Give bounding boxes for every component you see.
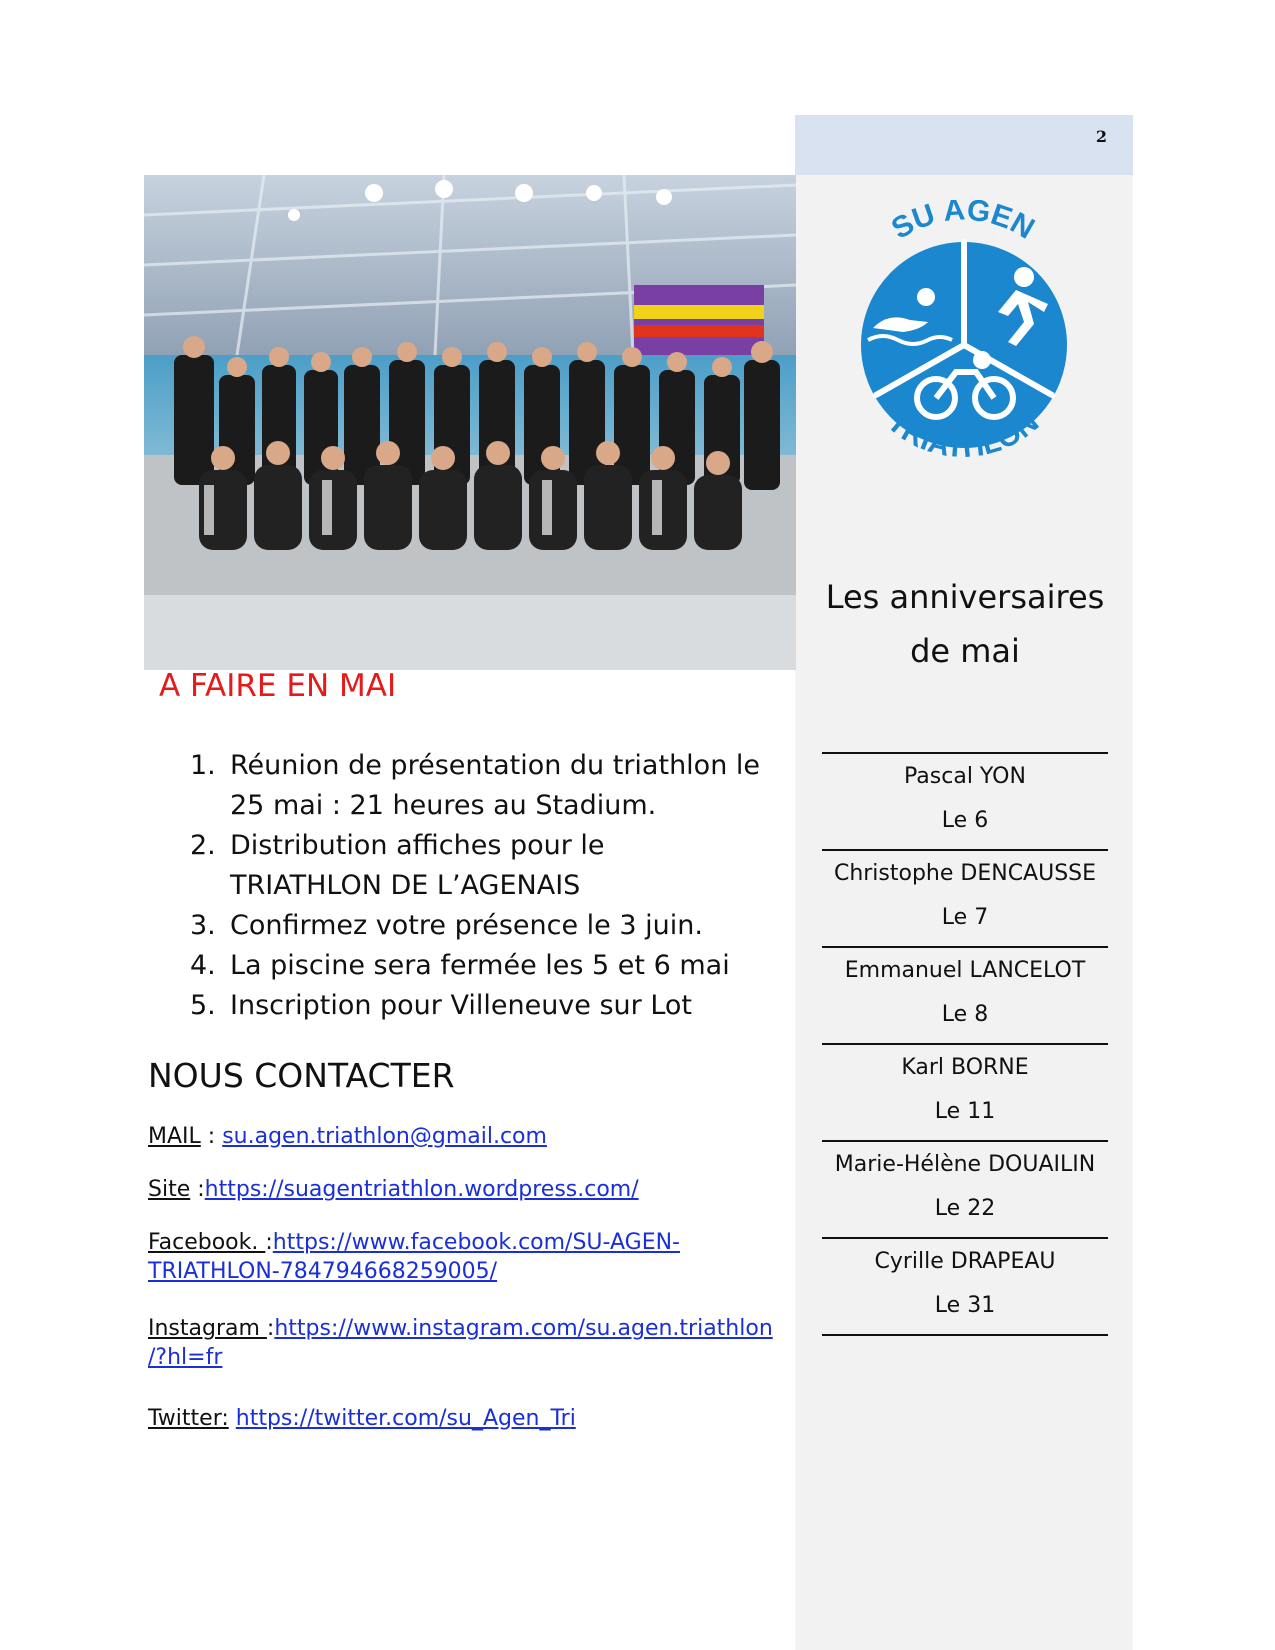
todo-item-text: Inscription pour Villeneuve sur Lot xyxy=(230,990,693,1021)
mail-label: MAIL xyxy=(148,1124,201,1149)
todo-list xyxy=(190,746,790,1026)
twitter-separator xyxy=(229,1406,236,1431)
birthday-entry xyxy=(822,1043,1108,1140)
birthday-list-end-rule xyxy=(822,1334,1108,1336)
site-link[interactable]: https://suagentriathlon.wordpress.com/ xyxy=(204,1177,639,1202)
twitter-label: Twitter: xyxy=(148,1406,229,1431)
todo-item-text: La piscine sera fermée les 5 et 6 mai xyxy=(230,950,730,981)
birthday-name: Christophe DENCAUSSE xyxy=(833,861,1097,886)
birthday-name: Cyrille DRAPEAU xyxy=(874,1249,1056,1274)
todo-item xyxy=(190,746,790,826)
su-agen-triathlon-logo xyxy=(848,200,1080,490)
contact-mail xyxy=(148,1122,778,1151)
birthday-date: Le 11 xyxy=(934,1099,996,1124)
birthday-name: Pascal YON xyxy=(904,764,1026,789)
page-number: 2 xyxy=(1095,127,1107,146)
instagram-label: Instagram xyxy=(148,1316,267,1341)
mail-separator: : xyxy=(200,1124,223,1149)
birthday-entry xyxy=(822,1237,1108,1334)
birthday-date: Le 22 xyxy=(934,1196,996,1221)
facebook-separator: : xyxy=(265,1230,273,1255)
birthdays-title-line1: Les anniversaires xyxy=(825,578,1105,616)
site-label: Site xyxy=(148,1177,191,1202)
todo-title: A FAIRE EN MAI xyxy=(159,668,397,704)
todo-item-number: 1. xyxy=(190,750,216,781)
todo-item xyxy=(190,826,790,906)
contact-twitter xyxy=(148,1404,778,1433)
contact-title: NOUS CONTACTER xyxy=(148,1056,455,1095)
todo-item-text: TRIATHLON DE L’AGENAIS xyxy=(230,870,581,901)
birthdays-title-line2: de mai xyxy=(910,632,1020,670)
contact-site xyxy=(148,1175,778,1204)
site-separator: : xyxy=(190,1177,205,1202)
todo-item-text: Confirmez votre présence le 3 juin. xyxy=(230,910,703,941)
contact-facebook xyxy=(148,1228,778,1286)
birthday-name: Karl BORNE xyxy=(901,1055,1029,1080)
birthday-entry xyxy=(822,946,1108,1043)
birthday-entry xyxy=(822,752,1108,849)
todo-item-text: Réunion de présentation du triathlon le xyxy=(230,750,761,781)
todo-item-number: 2. xyxy=(190,830,216,861)
logo-bottom-text: TRIATHLON xyxy=(880,405,1046,465)
facebook-label: Facebook. xyxy=(148,1230,266,1255)
logo-top-text: SU AGEN xyxy=(886,200,1040,246)
twitter-link[interactable]: https://twitter.com/su_Agen_Tri xyxy=(235,1406,576,1431)
team-photo xyxy=(144,175,796,670)
team-photo-image xyxy=(144,175,796,670)
facebook-link[interactable]: https://www.facebook.com/SU-AGEN- xyxy=(272,1230,680,1255)
birthday-date: Le 31 xyxy=(934,1293,996,1318)
todo-item-text: Distribution affiches pour le xyxy=(230,830,605,861)
birthday-name: Emmanuel LANCELOT xyxy=(844,958,1086,983)
mail-link[interactable]: su.agen.triathlon@gmail.com xyxy=(222,1124,547,1149)
instagram-link-continued[interactable]: /?hl=fr xyxy=(148,1345,223,1370)
todo-item-number: 5. xyxy=(190,990,216,1021)
birthday-list xyxy=(822,752,1108,1336)
birthday-date: Le 7 xyxy=(941,905,989,930)
birthday-entry xyxy=(822,1140,1108,1237)
todo-item xyxy=(190,986,790,1026)
todo-item-number: 3. xyxy=(190,910,216,941)
todo-item-number: 4. xyxy=(190,950,216,981)
instagram-separator: : xyxy=(266,1316,275,1341)
contact-instagram xyxy=(148,1314,778,1372)
birthdays-title xyxy=(800,570,1130,678)
birthday-entry xyxy=(822,849,1108,946)
todo-item xyxy=(190,906,790,946)
instagram-link[interactable]: https://www.instagram.com/su.agen.triathlon xyxy=(274,1316,773,1341)
todo-item-text: 25 mai : 21 heures au Stadium. xyxy=(230,790,657,821)
page-header-band xyxy=(795,115,1133,175)
birthday-name: Marie-Hélène DOUAILIN xyxy=(834,1152,1096,1177)
todo-item xyxy=(190,946,790,986)
club-logo xyxy=(848,200,1080,490)
birthday-date: Le 8 xyxy=(941,1002,989,1027)
birthday-date: Le 6 xyxy=(941,808,989,833)
facebook-link-continued[interactable]: TRIATHLON-784794668259005/ xyxy=(148,1259,498,1284)
